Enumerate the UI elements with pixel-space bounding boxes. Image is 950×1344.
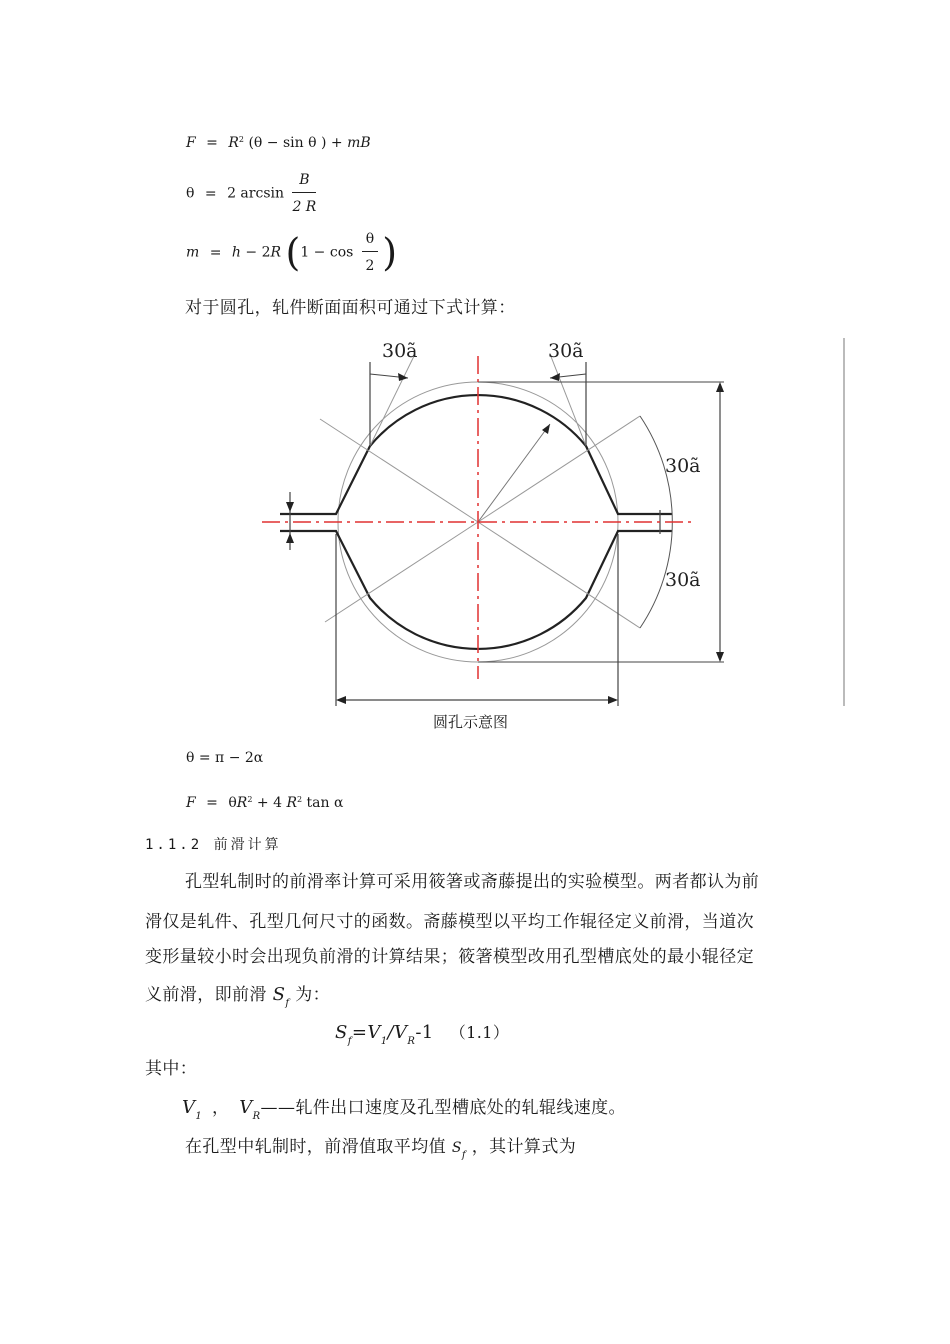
formula-area-f: $F = R^2$ (θ − sin θ ) + mB — [186, 135, 371, 151]
formula-area-round: $F = \theta R^2 + 4$ $R^2$ tan α — [186, 795, 344, 811]
forward-slip-equation: $S_f=V_1/V_R-1$ （1.1） — [335, 1022, 510, 1047]
pass-outline — [280, 395, 672, 514]
para-line-4: 义前滑，即前滑 $S_f$ 为： — [145, 984, 331, 1009]
round-pass-diagram — [140, 334, 860, 714]
section-heading: 1.1.2 前滑计算 — [145, 837, 282, 853]
para-line-3: 变形量较小时会出现负前滑的计算结果；筱箸模型改用孔型槽底处的最小辊径定 — [145, 947, 754, 967]
formula-m: m = h − 2R (1 − cos $\frac{\theta}{2}$ ) — [186, 230, 398, 275]
angle-label-right-lower: 30ã — [665, 569, 701, 591]
variable-definition: $V_1$ ， $V_R——$轧件出口速度及孔型槽底处的轧辊线速度。 — [182, 1097, 626, 1122]
intro-text: 对于圆孔，轧件断面面积可通过下式计算： — [185, 298, 516, 318]
figure-caption: 圆孔示意图 — [433, 713, 509, 731]
angle-label-top-left: 30ã — [382, 340, 418, 362]
formula-theta: θ = 2 arcsin $\frac{B}{2 R}$ — [186, 172, 317, 215]
formula-theta-alpha: θ = π − 2α — [186, 750, 264, 766]
para-line-2: 滑仅是轧件、孔型几何尺寸的函数。斋藤模型以平均工作辊径定义前滑，当道次 — [145, 912, 754, 932]
qizhong-label: 其中： — [145, 1059, 198, 1079]
last-line: 在孔型中轧制时，前滑值取平均值 $S_f$ ，其计算式为 — [185, 1137, 577, 1161]
angle-label-top-right: 30ã — [548, 340, 584, 362]
para-line-1: 孔型轧制时的前滑率计算可采用筱箸或斋藤提出的实验模型。两者都认为前 — [185, 872, 760, 892]
angle-label-right-upper: 30ã — [665, 455, 701, 477]
